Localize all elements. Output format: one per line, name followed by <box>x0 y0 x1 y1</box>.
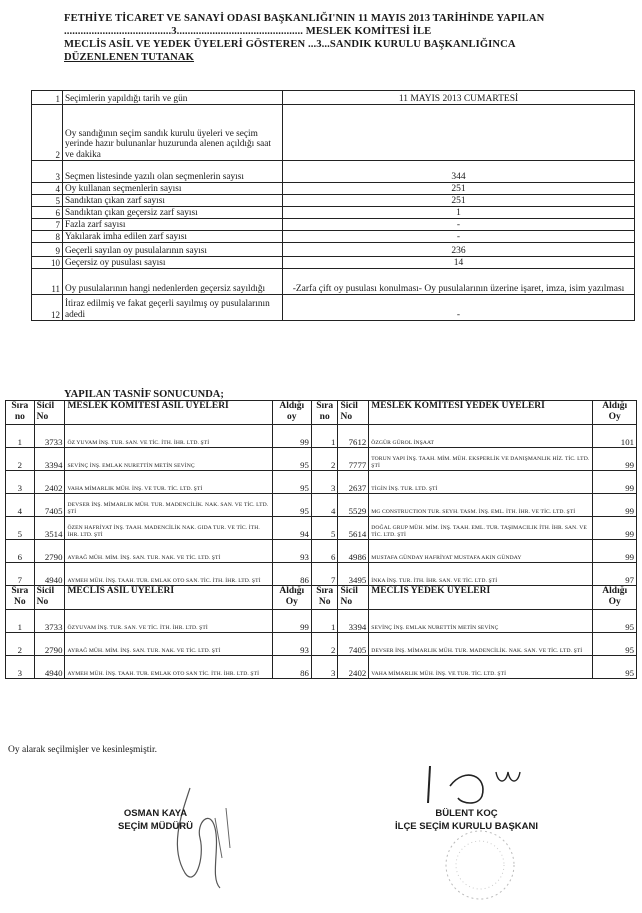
council-header-asil: MECLİS ASİL ÜYELERİ <box>65 586 272 610</box>
committee-row-yedek-name: TİGİN İNŞ. TUR. LTD. ŞTİ <box>369 471 593 494</box>
summary-row-value: - <box>283 219 635 231</box>
committee-row-asil-votes: 95 <box>272 448 311 471</box>
committee-header-yedek: MESLEK KOMİTESİ YEDEK ÜYELERİ <box>369 401 593 425</box>
right-signer-title: İLÇE SEÇİM KURULU BAŞKANI <box>395 821 539 832</box>
committee-row-sira: 4 <box>6 494 35 517</box>
committee-row-asil-votes: 86 <box>272 563 311 586</box>
council-row-sicil: 2790 <box>34 633 65 656</box>
committee-row-sicil2: 3495 <box>338 563 369 586</box>
council-header-row <box>6 586 637 610</box>
council-row-sira: 2 <box>6 633 35 656</box>
committee-row <box>6 540 637 563</box>
summary-row-value: 236 <box>283 243 635 257</box>
summary-row <box>32 161 635 183</box>
council-row-sicil: 3733 <box>34 610 65 633</box>
committee-row-sira: 1 <box>6 425 35 448</box>
committee-row <box>6 517 637 540</box>
summary-row-number: 5 <box>32 195 63 207</box>
summary-row-value: - <box>283 231 635 243</box>
council-row-sira: 3 <box>6 656 35 679</box>
council-row-yedek-name: VAHA MİMARLIK MÜH. İNŞ. VE TUR. TİC. LTD. ŞTİ <box>369 656 593 679</box>
committee-row-asil-name: ÖZEN HAFRİYAT İNŞ. TAAH. MADENCİLİK NAK. GIDA TUR. VE TİC. İTH. İHR. LTD. ŞTİ <box>65 517 272 540</box>
committee-row-asil-name: AYBAĞ MÜH. MİM. İNŞ. SAN. TUR. NAK. VE TİC. LTD. ŞTİ <box>65 540 272 563</box>
summary-row-number: 4 <box>32 183 63 195</box>
summary-row <box>32 219 635 231</box>
right-signature-mark <box>410 758 540 813</box>
committee-row-sicil2: 2637 <box>338 471 369 494</box>
council-header-sira: Sıra No <box>6 586 35 610</box>
summary-row-value: -Zarfa çift oy pusulası konulması- Oy pusulalarının üzerine işaret, imza, isim yazılması <box>283 269 635 295</box>
header-line-3: MECLİS ASİL VE YEDEK ÜYELERİ GÖSTEREN ...3...SANDIK KURULU BAŞKANLIĞINCA <box>64 39 516 50</box>
summary-row <box>32 295 635 321</box>
council-row-sira2: 3 <box>311 656 338 679</box>
left-signature-block <box>118 807 193 833</box>
committee-row-sira2: 2 <box>311 448 338 471</box>
committee-row-sira: 5 <box>6 517 35 540</box>
committee-row-sira2: 6 <box>311 540 338 563</box>
committee-row-yedek-name: TORUN YAPI İNŞ. TAAH. MİM. MÜH. EKSPERLİK VE DANIŞMANLIK HİZ. TİC. LTD. ŞTİ <box>369 448 593 471</box>
council-row-asil-name: ÖZYUVAM İNŞ. TUR. SAN. VE TİC. İTH. İHR. LTD. ŞTİ <box>65 610 272 633</box>
committee-row-asil-name: DEVSER İNŞ. MİMARLIK MÜH. TUR. MADENCİLİK. NAK. SAN. VE TİC. LTD. ŞTİ <box>65 494 272 517</box>
committee-row-sicil2: 4986 <box>338 540 369 563</box>
committee-row-asil-votes: 99 <box>272 425 311 448</box>
summary-row-number: 10 <box>32 257 63 269</box>
summary-row-number: 2 <box>32 105 63 161</box>
summary-row <box>32 257 635 269</box>
committee-row-asil-name: SEVİNÇ İNŞ. EMLAK NURETTİN METİN SEVİNÇ <box>65 448 272 471</box>
committee-row-sicil: 7405 <box>34 494 65 517</box>
committee-row-asil-name: AYMEH MÜH. İNŞ. TAAH. TUR. EMLAK OTO SAN. TİC. İTH. İHR. LTD. ŞTİ <box>65 563 272 586</box>
summary-row-number: 11 <box>32 269 63 295</box>
summary-row-value <box>283 105 635 161</box>
committee-header-aldigi2: Aldığı Oy <box>593 401 637 425</box>
committee-row-sira2: 1 <box>311 425 338 448</box>
footer-text: Oy alarak seçilmişler ve kesinleşmiştir. <box>8 745 158 755</box>
committee-header-asil: MESLEK KOMİTESİ ASİL ÜYELERİ <box>65 401 272 425</box>
summary-row-number: 3 <box>32 161 63 183</box>
summary-row-label: Oy kullanan seçmenlerin sayısı <box>63 183 283 195</box>
committee-row <box>6 563 637 586</box>
council-row <box>6 656 637 679</box>
committee-row-sira: 2 <box>6 448 35 471</box>
committee-row-yedek-votes: 99 <box>593 448 637 471</box>
committee-row-sira2: 5 <box>311 517 338 540</box>
summary-row-number: 9 <box>32 243 63 257</box>
summary-row <box>32 105 635 161</box>
summary-row-label: Seçimlerin yapıldığı tarih ve gün <box>63 91 283 105</box>
summary-row-label: Oy sandığının seçim sandık kurulu üyeleri ve seçim yerinde hazır bulunanlar huzurunda alenen açıldığı saat ve dakika <box>63 105 283 161</box>
committee-row-sicil: 2790 <box>34 540 65 563</box>
summary-row <box>32 243 635 257</box>
committee-row-yedek-votes: 97 <box>593 563 637 586</box>
committee-row-asil-name: VAHA MİMARLIK MÜH. İNŞ. VE TUR. TİC. LTD. ŞTİ <box>65 471 272 494</box>
summary-row-label: Seçmen listesinde yazılı olan seçmenlerin sayısı <box>63 161 283 183</box>
committee-row-asil-votes: 95 <box>272 494 311 517</box>
council-row-sicil2: 7405 <box>338 633 369 656</box>
summary-row-label: Yakılarak imha edilen zarf sayısı <box>63 231 283 243</box>
summary-row-value: 251 <box>283 195 635 207</box>
summary-row-number: 7 <box>32 219 63 231</box>
committee-header-sira: Sıra no <box>6 401 35 425</box>
council-row-sicil2: 3394 <box>338 610 369 633</box>
council-row-yedek-name: SEVİNÇ İNŞ. EMLAK NURETTİN METİN SEVİNÇ <box>369 610 593 633</box>
committee-header-sira2: Sıra no <box>311 401 338 425</box>
committee-row-sira2: 4 <box>311 494 338 517</box>
council-row-yedek-votes: 95 <box>593 633 637 656</box>
summary-row-value: 1 <box>283 207 635 219</box>
council-header-aldigi2: Aldığı Oy <box>593 586 637 610</box>
left-signer-title: SEÇİM MÜDÜRÜ <box>118 821 193 832</box>
committee-row-asil-votes: 94 <box>272 517 311 540</box>
summary-row-label: Geçerli sayılan oy pusulalarının sayısı <box>63 243 283 257</box>
committee-row-sicil2: 5529 <box>338 494 369 517</box>
committee-row-yedek-votes: 99 <box>593 494 637 517</box>
council-row-sicil2: 2402 <box>338 656 369 679</box>
results-table-body <box>6 401 637 679</box>
committee-row-sira: 7 <box>6 563 35 586</box>
council-row-yedek-votes: 95 <box>593 656 637 679</box>
summary-row-number: 1 <box>32 91 63 105</box>
committee-row <box>6 448 637 471</box>
council-row-sicil: 4940 <box>34 656 65 679</box>
council-row-sira2: 1 <box>311 610 338 633</box>
right-signature-block <box>395 807 538 833</box>
council-row-yedek-votes: 95 <box>593 610 637 633</box>
council-row-asil-votes: 93 <box>272 633 311 656</box>
council-row-asil-votes: 99 <box>272 610 311 633</box>
committee-row-sicil: 2402 <box>34 471 65 494</box>
tasnif-title: YAPILAN TASNİF SONUCUNDA; <box>64 389 224 400</box>
committee-row-sicil2: 7612 <box>338 425 369 448</box>
committee-row-yedek-votes: 99 <box>593 517 637 540</box>
summary-row-value: 14 <box>283 257 635 269</box>
summary-row-value: 251 <box>283 183 635 195</box>
summary-row-number: 8 <box>32 231 63 243</box>
council-row-asil-name: AYMEH MÜH. İNŞ. TAAH. TUR. EMLAK OTO SAN TİC. İTH. İHR. LTD. ŞTİ <box>65 656 272 679</box>
summary-row-label: Fazla zarf sayısı <box>63 219 283 231</box>
summary-row <box>32 183 635 195</box>
summary-row-value: 344 <box>283 161 635 183</box>
council-row-sira: 1 <box>6 610 35 633</box>
summary-row-value: 11 MAYIS 2013 CUMARTESİ <box>283 91 635 105</box>
committee-row-yedek-name: İNKA İNŞ. TUR. İTH. İHR. SAN. VE TİC. LTD. ŞTİ <box>369 563 593 586</box>
council-row-asil-name: AYBAĞ MÜH. MİM. İNŞ. SAN. TUR. NAK. VE TİC. LTD. ŞTİ <box>65 633 272 656</box>
committee-row <box>6 494 637 517</box>
council-header-sicil: Sicil No <box>34 586 65 610</box>
summary-row <box>32 91 635 105</box>
header-line-1: FETHİYE TİCARET VE SANAYİ ODASI BAŞKANLIĞI'NIN 11 MAYIS 2013 TARİHİNDE YAPILAN <box>64 13 545 24</box>
committee-row-asil-name: ÖZ YUVAM İNŞ. TUR. SAN. VE TİC. İTH. İHR. LTD. ŞTİ <box>65 425 272 448</box>
council-header-sira2: Sıra No <box>311 586 338 610</box>
committee-header-sicil: Sicil No <box>34 401 65 425</box>
committee-row-yedek-name: MUSTAFA GÜNDAY HAFRİYAT MUSTAFA AKIN GÜNDAY <box>369 540 593 563</box>
committee-row <box>6 471 637 494</box>
summary-row <box>32 207 635 219</box>
committee-row-sira2: 7 <box>311 563 338 586</box>
summary-row-label: Sandıktan çıkan zarf sayısı <box>63 195 283 207</box>
council-header-aldigi: Aldığı Oy <box>272 586 311 610</box>
committee-header-aldigi: Aldığı oy <box>272 401 311 425</box>
council-header-sicil2: Sicil No <box>338 586 369 610</box>
committee-row-sira: 3 <box>6 471 35 494</box>
summary-table-body <box>32 91 635 321</box>
committee-row-yedek-votes: 99 <box>593 540 637 563</box>
summary-row-value: - <box>283 295 635 321</box>
summary-row-label: Sandıktan çıkan geçersiz zarf sayısı <box>63 207 283 219</box>
committee-row-sicil2: 5614 <box>338 517 369 540</box>
committee-row-yedek-name: ÖZGÜR GÜROL İNŞAAT <box>369 425 593 448</box>
committee-row-yedek-votes: 101 <box>593 425 637 448</box>
summary-table <box>31 90 635 321</box>
left-signature-mark <box>160 778 240 898</box>
council-row-sira2: 2 <box>311 633 338 656</box>
summary-row-number: 6 <box>32 207 63 219</box>
committee-row <box>6 425 637 448</box>
committee-row-sicil2: 7777 <box>338 448 369 471</box>
left-signer-name: OSMAN KAYA <box>123 808 188 819</box>
results-table <box>5 400 637 679</box>
header-line-4: DÜZENLENEN TUTANAK <box>64 52 195 63</box>
committee-header-sicil2: Sicil No <box>338 401 369 425</box>
council-row <box>6 633 637 656</box>
council-row-asil-votes: 86 <box>272 656 311 679</box>
council-row <box>6 610 637 633</box>
committee-row-yedek-votes: 99 <box>593 471 637 494</box>
committee-row-asil-votes: 95 <box>272 471 311 494</box>
summary-row-number: 12 <box>32 295 63 321</box>
council-row-yedek-name: DEVSER İNŞ. MİMARLIK MÜH. TUR. MADENCİLİK. NAK. SAN. VE TİC. LTD. ŞTİ <box>369 633 593 656</box>
committee-row-sicil: 3514 <box>34 517 65 540</box>
committee-header-row <box>6 401 637 425</box>
summary-row-label: Geçersiz oy pusulası sayısı <box>63 257 283 269</box>
committee-row-yedek-name: DOĞAL GRUP MÜH. MİM. İNŞ. TAAH. EML. TUR. TAŞIMACILIK İTH. İHR. SAN. VE TİC. LTD. ŞTİ <box>369 517 593 540</box>
document-header <box>64 12 634 64</box>
header-line-2: .......................................3.............................................. MESLEK KOMİTESİ İLE <box>64 26 432 37</box>
committee-row-asil-votes: 93 <box>272 540 311 563</box>
committee-row-sicil: 4940 <box>34 563 65 586</box>
summary-row-label: İtiraz edilmiş ve fakat geçerli sayılmış oy pusulalarının adedi <box>63 295 283 321</box>
committee-row-sira2: 3 <box>311 471 338 494</box>
summary-row <box>32 269 635 295</box>
summary-row <box>32 195 635 207</box>
right-signer-name: BÜLENT KOÇ <box>435 808 498 819</box>
committee-row-sicil: 3394 <box>34 448 65 471</box>
summary-row-label: Oy pusulalarının hangi nedenlerden geçersiz sayıldığı <box>63 269 283 295</box>
council-header-yedek: MECLİS YEDEK ÜYELERİ <box>369 586 593 610</box>
committee-row-sicil: 3733 <box>34 425 65 448</box>
summary-row <box>32 231 635 243</box>
committee-row-yedek-name: MG CONSTRUCTION TUR. SEYH. TASM. İNŞ. EML. İTH. İHR. VE TİC. LTD. ŞTİ <box>369 494 593 517</box>
committee-row-sira: 6 <box>6 540 35 563</box>
